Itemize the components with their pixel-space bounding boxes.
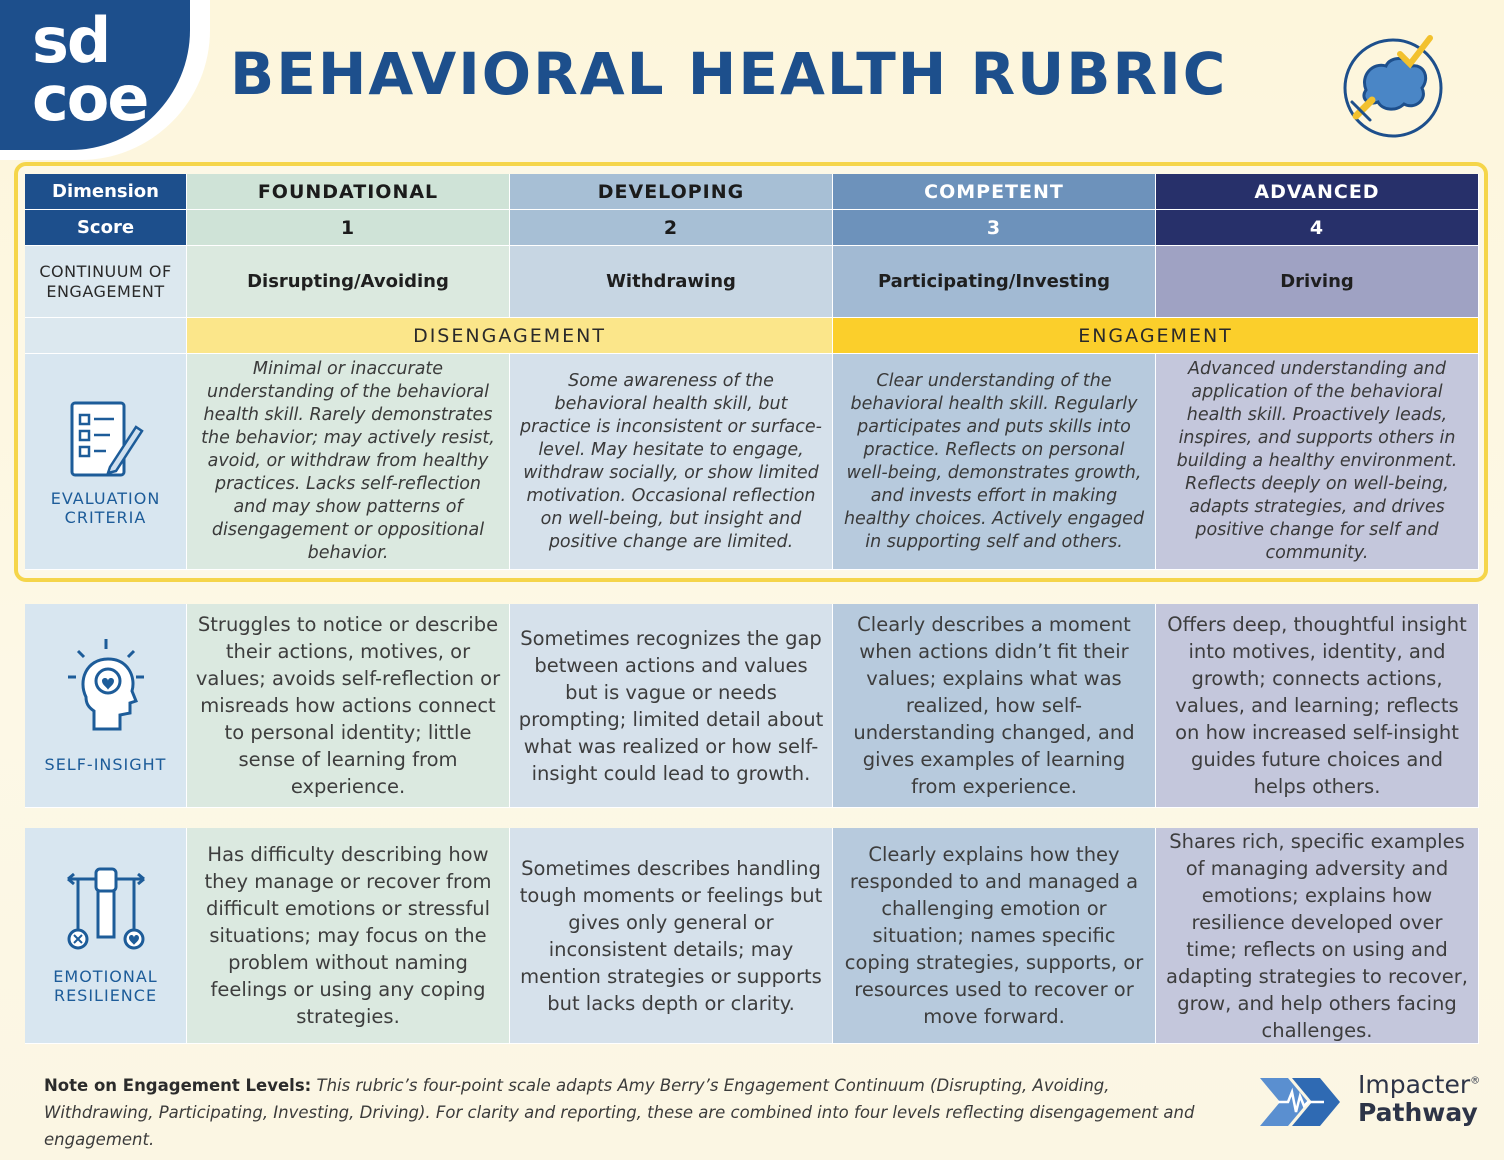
self-insight-foundational: Struggles to notice or describe their actions, motives, or values; avoids self-reflection or misreads how actions connect to personal identity; little sense of learning from experience.	[187, 604, 510, 808]
continuum-row	[25, 246, 1479, 318]
page-title: BEHAVIORAL HEALTH RUBRIC	[230, 40, 1228, 108]
evaluation-foundational: Minimal or inaccurate understanding of the behavioral health skill. Rarely demonstrates the behavior; may actively resist, avoid, or withdraw from healthy practices. Lacks self-reflection and may show patterns of disengagement or oppositional behavior.	[187, 354, 510, 570]
brain-check-icon	[1338, 30, 1448, 140]
continuum-competent: Participating/Investing	[833, 246, 1156, 318]
resilience-label-line2: RESILIENCE	[53, 985, 158, 1005]
self-insight-advanced: Offers deep, thoughtful insight into motives, identity, and growth; connects actions, values, and learning; reflects on how increased self-insight guides future choices and helps others.	[1156, 604, 1479, 808]
self-insight-row	[25, 604, 1479, 808]
note-label: Note on Engagement Levels:	[44, 1076, 312, 1095]
brand-mark: ®	[1470, 1075, 1481, 1087]
evaluation-label-line2: CRITERIA	[64, 507, 147, 527]
self-insight-competent: Clearly describes a moment when actions didn’t fit their values; explains what was realized, how self-understanding changed, and gives examples of learning from experience.	[833, 604, 1156, 808]
level-foundational: FOUNDATIONAL	[187, 174, 510, 210]
resilience-label-line1: EMOTIONAL	[53, 966, 158, 986]
fist-balance-icon	[64, 867, 148, 957]
brand-line1	[1358, 1070, 1480, 1099]
head-lightbulb-icon	[64, 637, 148, 737]
logo-line2: coe	[32, 62, 148, 135]
score-4: 4	[1156, 210, 1479, 246]
evaluation-label-line1: EVALUATION	[50, 488, 161, 508]
continuum-developing: Withdrawing	[510, 246, 833, 318]
engagement-note	[44, 1072, 1224, 1153]
logo-line1: sd	[32, 4, 110, 77]
score-header: Score	[25, 210, 187, 246]
resilience-row	[25, 828, 1479, 1044]
evaluation-competent: Clear understanding of the behavioral health skill. Regularly participates and puts skills into practice. Reflects on personal well-being, demonstrates growth, and invests effort in making healthy choices. Actively engaged in supporting self and others.	[833, 354, 1156, 570]
evaluation-row	[25, 354, 1479, 570]
score-3: 3	[833, 210, 1156, 246]
resilience-dimension	[25, 828, 187, 1044]
brand-line2: Pathway	[1358, 1098, 1478, 1127]
continuum-advanced: Driving	[1156, 246, 1479, 318]
score-1: 1	[187, 210, 510, 246]
self-insight-developing: Sometimes recognizes the gap between actions and values but is vague or needs prompting; limited detail about what was realized or how self-insight could lead to growth.	[510, 604, 833, 808]
brand-line1-text: Impacter	[1358, 1070, 1471, 1099]
self-insight-label: SELF-INSIGHT	[44, 755, 167, 774]
continuum-label	[25, 246, 187, 318]
level-header-row	[25, 174, 1479, 210]
level-advanced: ADVANCED	[1156, 174, 1479, 210]
engagement-band: ENGAGEMENT	[833, 318, 1479, 354]
continuum-foundational: Disrupting/Avoiding	[187, 246, 510, 318]
resilience-competent: Clearly explains how they responded to and managed a challenging emotion or situation; names specific coping strategies, supports, or resources used to recover or move forward.	[833, 828, 1156, 1044]
band-spacer	[25, 318, 187, 354]
continuum-label-line2: ENGAGEMENT	[46, 281, 165, 301]
level-competent: COMPETENT	[833, 174, 1156, 210]
level-developing: DEVELOPING	[510, 174, 833, 210]
impacter-pathway-logo	[1258, 1070, 1481, 1132]
resilience-developing: Sometimes describes handling tough moments or feelings but gives only general or inconsistent details; may mention strategies or supports but lacks depth or clarity.	[510, 828, 833, 1044]
score-2: 2	[510, 210, 833, 246]
note-text: This rubric’s four-point scale adapts Amy Berry’s Engagement Continuum (Disrupting, Avoiding, Withdrawing, Participating, Investing, Driving). For clarity and reporting, these are combined into four levels reflecting disengagement and engagement.	[44, 1076, 1195, 1149]
score-row	[25, 210, 1479, 246]
dimension-header: Dimension	[25, 174, 187, 210]
resilience-advanced: Shares rich, specific examples of managing adversity and emotions; explains how resilience developed over time; reflects on using and adapting strategies to recover, grow, and help others facing challenges.	[1156, 828, 1479, 1044]
pathway-arrow-icon	[1258, 1074, 1350, 1130]
continuum-label-line1: CONTINUUM OF	[39, 261, 172, 281]
disengagement-band: DISENGAGEMENT	[187, 318, 833, 354]
evaluation-advanced: Advanced understanding and application of the behavioral health skill. Proactively leads, inspires, and supports others in building a healthy environment. Reflects deeply on well-being, adapts strategies, and drives positive change for self and community.	[1156, 354, 1479, 570]
resilience-foundational: Has difficulty describing how they manage or recover from difficult emotions or stressful situations; may focus on the problem without naming feelings or using any coping strategies.	[187, 828, 510, 1044]
checklist-icon	[66, 397, 146, 481]
evaluation-developing: Some awareness of the behavioral health skill, but practice is inconsistent or surface-level. May hesitate to engage, withdraw socially, or show limited motivation. Occasional reflection on well-being, but insight and positive change are limited.	[510, 354, 833, 570]
evaluation-dimension	[25, 354, 187, 570]
engagement-band-row	[25, 318, 1479, 354]
self-insight-dimension	[25, 604, 187, 808]
